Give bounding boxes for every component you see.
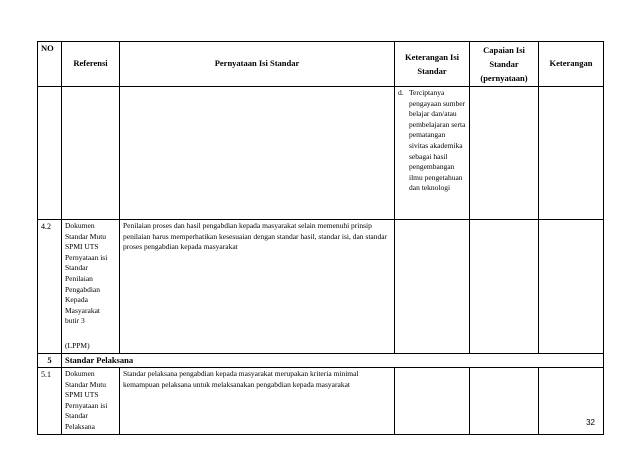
spacer (65, 327, 116, 341)
header-keterangan-isi: Keterangan Isi Standar (395, 42, 470, 87)
section-title: Standar Pelaksana (62, 353, 604, 368)
section-row (38, 353, 604, 368)
referensi-note: (LPPM) (65, 340, 90, 350)
header-keterangan: Keterangan (539, 42, 604, 87)
list-marker: d. (398, 88, 404, 97)
referensi-cell (62, 220, 120, 354)
continuation-cell (395, 87, 470, 220)
standards-table (37, 41, 604, 435)
pernyataan-cell: Standar pelaksana pengabdian kepada masyarakat merupakan kriteria minimal kemampuan pelaksana untuk melaksanakan pengabdian kepada masyarakat (120, 368, 395, 435)
list-text: Terciptanya pengayaan sumber belajar dan/atau pembelajaran serta pematangan sivitas akademika sebagai hasil pengembangan ilmu pengetahuan dan teknologi (409, 88, 466, 193)
table-row (38, 368, 604, 435)
cell-empty (395, 220, 470, 354)
header-referensi: Referensi (62, 42, 120, 87)
header-pernyataan: Pernyataan Isi Standar (120, 42, 395, 87)
referensi-text: Dokumen Standar Mutu SPMI UTS Pernyataan isi Standar Penilaian Pengabdian Kepada Masyarakat butir 3 (65, 221, 108, 326)
page-number: 32 (586, 418, 595, 427)
pernyataan-cell: Penilaian proses dan hasil pengabdian kepada masyarakat selain memenuhi prinsip penilaian harus memperhatikan kesesuaian dengan standar hasil, standar isi, dan standar proses pengabdian kepada masyarakat (120, 220, 395, 354)
referensi-cell: Dokumen Standar Mutu SPMI UTS Pernyataan isi Standar Pelaksana (62, 368, 120, 435)
table-row (38, 87, 604, 220)
table-row (38, 220, 604, 354)
cell-empty (470, 220, 539, 354)
section-number: 5 (38, 353, 62, 368)
row-number: 4.2 (38, 220, 62, 354)
table-header-row (38, 42, 604, 87)
cell-empty (470, 87, 539, 220)
row-number: 5.1 (38, 368, 62, 435)
cell-empty (539, 220, 604, 354)
cell-empty (62, 87, 120, 220)
header-no: NO (38, 42, 62, 87)
cell-empty (395, 368, 470, 435)
list-item (398, 88, 466, 194)
cell-empty (470, 368, 539, 435)
header-capaian: Capaian Isi Standar (pernyataan) (470, 42, 539, 87)
cell-empty (539, 87, 604, 220)
cell-empty (38, 87, 62, 220)
cell-empty (120, 87, 395, 220)
